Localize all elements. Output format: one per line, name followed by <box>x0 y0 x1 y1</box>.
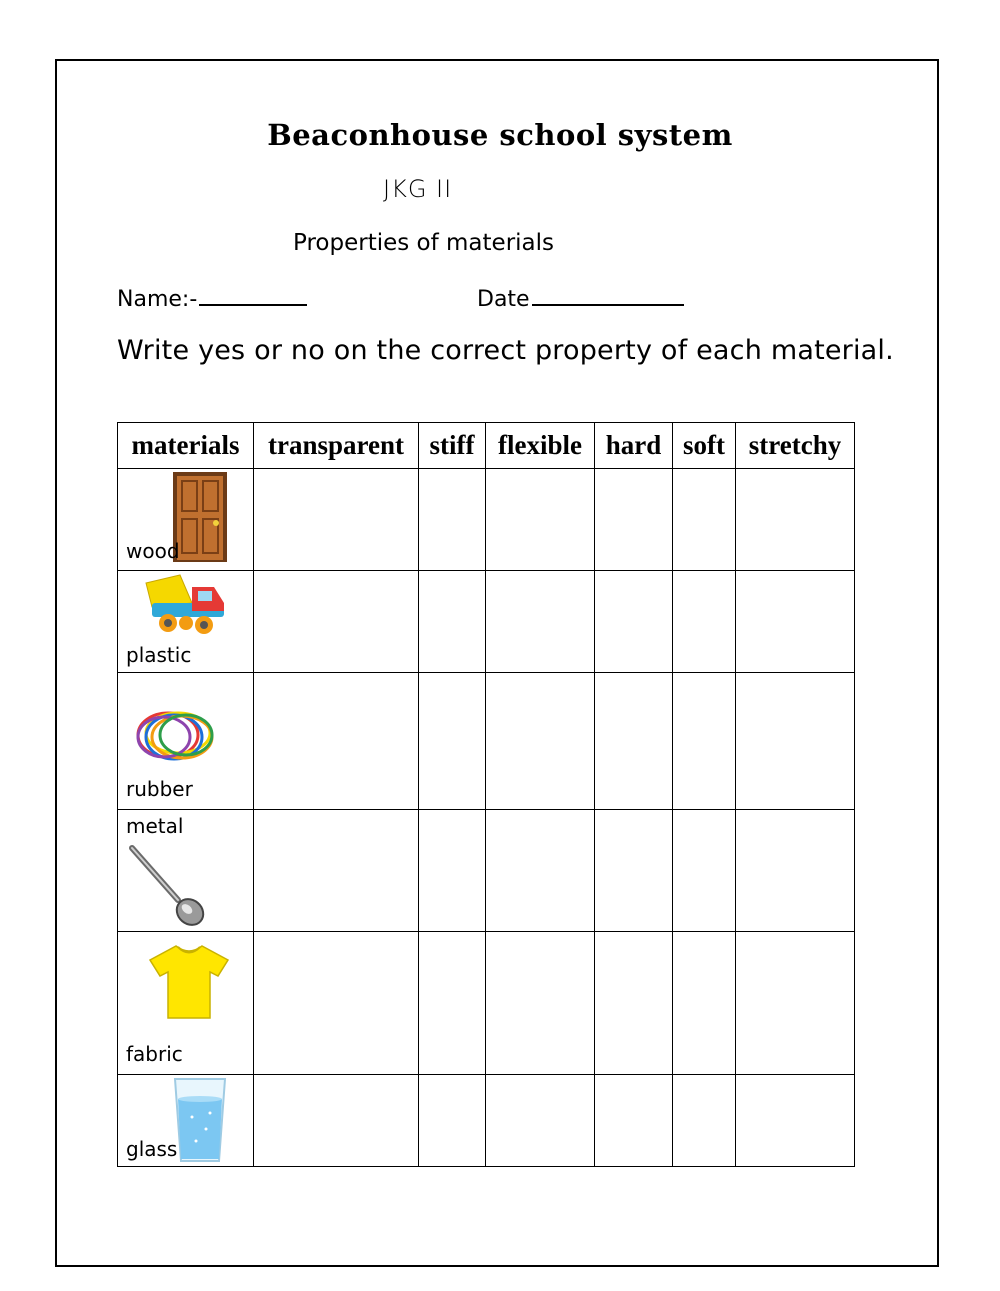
answer-cell[interactable] <box>673 932 736 1075</box>
answer-cell[interactable] <box>486 673 595 810</box>
column-header: flexible <box>486 423 595 469</box>
answer-cell[interactable] <box>595 673 673 810</box>
answer-cell[interactable] <box>736 673 855 810</box>
date-field[interactable] <box>477 284 684 312</box>
answer-cell[interactable] <box>736 571 855 673</box>
material-cell-metal <box>118 810 254 932</box>
answer-cell[interactable] <box>254 673 419 810</box>
answer-cell[interactable] <box>419 1075 486 1167</box>
material-label: metal <box>126 814 184 838</box>
answer-cell[interactable] <box>419 673 486 810</box>
worksheet-topic: Properties of materials <box>293 230 555 256</box>
water-glass-icon <box>172 1077 228 1163</box>
column-header: hard <box>595 423 673 469</box>
answer-cell[interactable] <box>486 1075 595 1167</box>
answer-cell[interactable] <box>595 1075 673 1167</box>
answer-cell[interactable] <box>254 810 419 932</box>
spoon-icon <box>126 842 210 930</box>
table-row <box>118 1075 855 1167</box>
table-row <box>118 571 855 673</box>
column-header: stiff <box>419 423 486 469</box>
material-label: glass <box>126 1137 178 1161</box>
answer-cell[interactable] <box>595 469 673 571</box>
answer-cell[interactable] <box>486 571 595 673</box>
material-cell-wood <box>118 469 254 571</box>
answer-cell[interactable] <box>419 932 486 1075</box>
answer-cell[interactable] <box>419 810 486 932</box>
material-label: fabric <box>126 1042 183 1066</box>
properties-table <box>117 422 855 1167</box>
answer-cell[interactable] <box>673 571 736 673</box>
answer-cell[interactable] <box>486 469 595 571</box>
answer-cell[interactable] <box>673 469 736 571</box>
answer-cell[interactable] <box>254 571 419 673</box>
answer-cell[interactable] <box>419 469 486 571</box>
toy-truck-icon <box>142 573 232 637</box>
answer-cell[interactable] <box>595 571 673 673</box>
answer-cell[interactable] <box>736 1075 855 1167</box>
grade-label: JKG II <box>383 175 453 203</box>
material-cell-plastic <box>118 571 254 673</box>
answer-cell[interactable] <box>736 932 855 1075</box>
material-cell-fabric <box>118 932 254 1075</box>
date-label: Date <box>477 287 530 312</box>
column-header: stretchy <box>736 423 855 469</box>
column-header: materials <box>118 423 254 469</box>
answer-cell[interactable] <box>486 810 595 932</box>
answer-cell[interactable] <box>736 469 855 571</box>
answer-cell[interactable] <box>486 932 595 1075</box>
material-cell-rubber <box>118 673 254 810</box>
answer-cell[interactable] <box>254 932 419 1075</box>
table-row <box>118 932 855 1075</box>
door-icon <box>172 471 228 563</box>
material-label: wood <box>126 539 180 563</box>
table-header-row <box>118 423 855 469</box>
table-row <box>118 673 855 810</box>
answer-cell[interactable] <box>673 673 736 810</box>
name-blank[interactable] <box>199 284 307 306</box>
material-cell-glass <box>118 1075 254 1167</box>
instruction-text: Write yes or no on the correct property of each material. <box>117 335 894 366</box>
school-title: Beaconhouse school system <box>267 118 733 152</box>
answer-cell[interactable] <box>419 571 486 673</box>
answer-cell[interactable] <box>254 469 419 571</box>
material-label: rubber <box>126 777 193 801</box>
answer-cell[interactable] <box>595 810 673 932</box>
answer-cell[interactable] <box>254 1075 419 1167</box>
answer-cell[interactable] <box>595 932 673 1075</box>
table-row <box>118 469 855 571</box>
material-label: plastic <box>126 643 192 667</box>
table-row <box>118 810 855 932</box>
date-blank[interactable] <box>532 284 684 306</box>
t-shirt-icon <box>148 944 230 1020</box>
name-field[interactable] <box>117 284 307 312</box>
rubber-bands-icon <box>128 707 220 763</box>
answer-cell[interactable] <box>736 810 855 932</box>
column-header: soft <box>673 423 736 469</box>
answer-cell[interactable] <box>673 1075 736 1167</box>
column-header: transparent <box>254 423 419 469</box>
name-label: Name:- <box>117 287 198 312</box>
answer-cell[interactable] <box>673 810 736 932</box>
